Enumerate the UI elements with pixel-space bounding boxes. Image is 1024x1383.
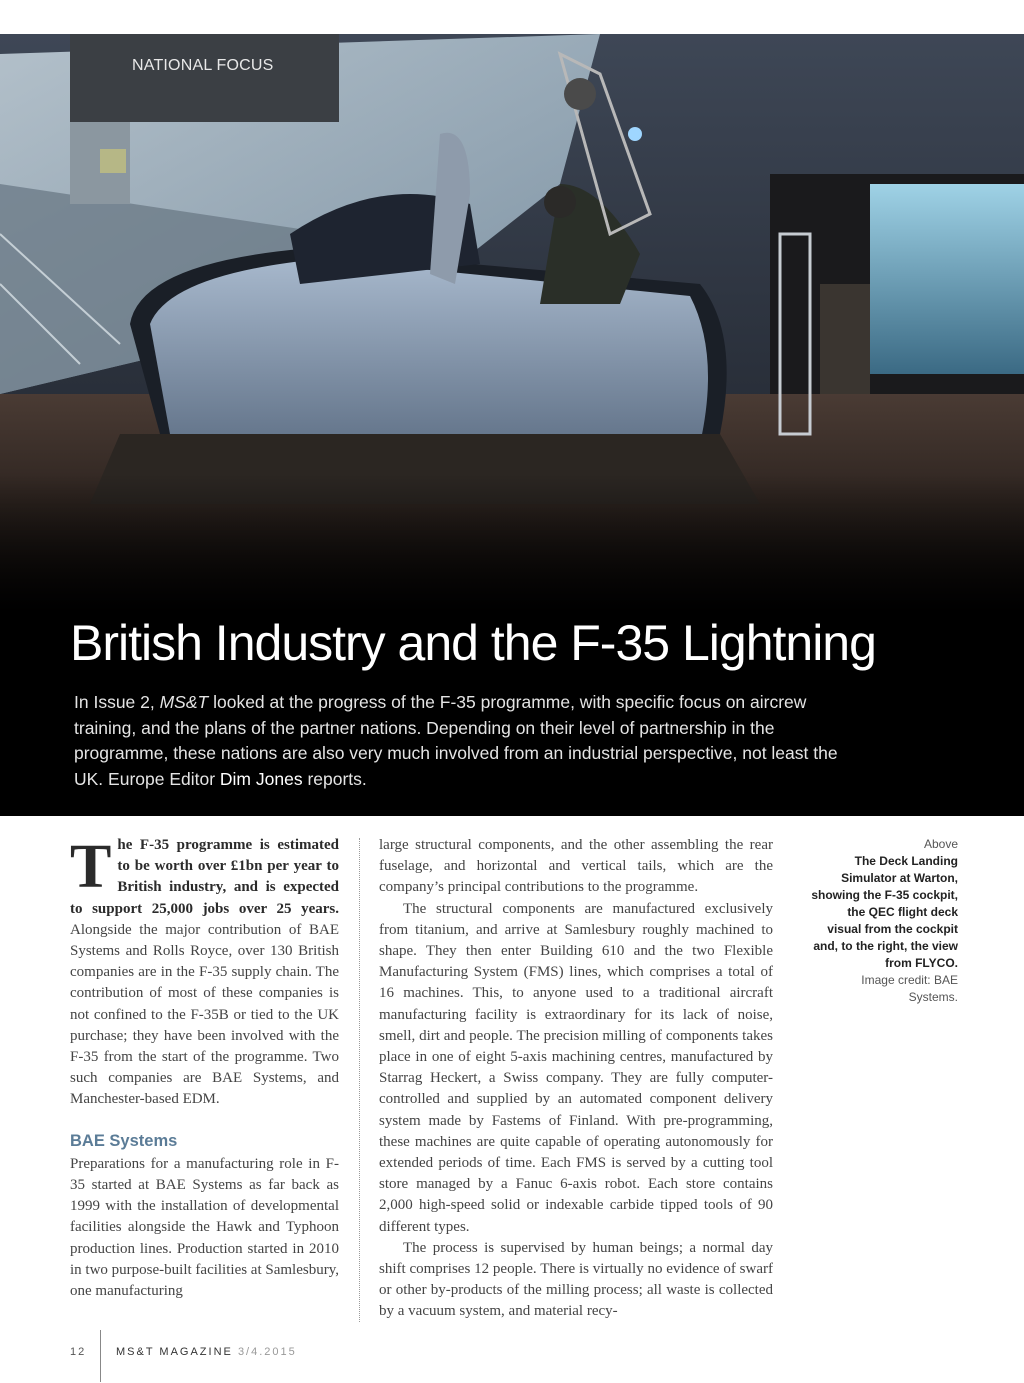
photo-caption <box>810 836 958 1006</box>
intro-author: Dim Jones <box>219 768 303 789</box>
paragraph-5: The process is supervised by human beings; a normal day shift comprises 12 people. There is virtually no evidence of swarf or other by-products of the milling process; all waste is collected by a vacuum system, and material recy- <box>379 1239 773 1320</box>
intro-publication: MS&T <box>159 692 209 712</box>
page-number: 12 <box>70 1346 87 1358</box>
article-title: British Industry and the F-35 Lightning <box>70 615 876 671</box>
section-label: NATIONAL FOCUS <box>132 57 274 74</box>
footer-divider <box>100 1330 101 1382</box>
intro-text-3: reports. <box>302 768 367 789</box>
paragraph-3: large structural components, and the other assembling the rear fuselage, and horizontal and vertical tails, which are the company’s principal contributions to the programme. <box>379 837 773 896</box>
drop-cap: T <box>70 833 112 901</box>
column-divider <box>359 838 360 1322</box>
caption-label: Above <box>923 837 958 851</box>
issue-number: 3/4.2015 <box>237 1346 297 1358</box>
paragraph-2: Preparations for a manufacturing role in F-35 started at BAE Systems as far back as 1999 with the installation of developmental facilities alongside the Hawk and Typhoon production lines. Production started in 2010 in two purpose-built facilities at Samlesbury, one manufacturing <box>70 1155 339 1300</box>
column-2 <box>379 835 773 1323</box>
intro-text-2: looked at the progress of the F-35 programme, with specific focus on aircrew training, and the plans of the partner nations. Depending on their level of partnership in the programme, these nations are also very much involved from an industrial perspective, not least the UK. Europe Editor <box>74 692 838 789</box>
lead-text: he F-35 programme is estimated to be worth over £1bn per year to British industry, and is expected to support 25,000 jobs over 25 years. <box>70 837 339 917</box>
paragraph-1-body: Alongside the major contribution of BAE Systems and Rolls Royce, over 130 British companies are in the F-35 supply chain. The contribution of most of these companies is not confined to the F-35B or tied to the UK purchase; they have been involved with the F-35 from the start of the programme. Two such companies are BAE Systems, and Manchester-based EDM. <box>70 921 339 1108</box>
intro-text-1: In Issue 2, <box>74 692 160 712</box>
section-tab <box>70 34 339 122</box>
photo-fade <box>0 474 1024 614</box>
paragraph-1 <box>70 835 339 1111</box>
paragraph-4: The structural components are manufactured exclusively from titanium, and arrive at Samlesbury roughly machined to shape. They then enter Building 610 and the two Flexible Manufacturing System (FMS) lines, which comprises a total of 16 machines. This, to anyone used to a traditional aircraft manufacturing facility is extraordinary for its lack of noise, smell, dirt and people. The precision milling of components takes place in one of eight 5-axis machining centres, manufactured by Starrag Heckert, a Swiss company. They are fully computer-controlled and supplied by an automated component delivery system made by Fastems of Finland. With pre-programming, these machines are quite capable of operating autonomously for extended periods of time. Each FMS is served by a cutting tool store managed by a Fanuc 6-axis robot. Each store contains 2,000 high-speed solid or indexable carbide tipped tools of 90 different types. <box>379 900 773 1235</box>
column-1 <box>70 835 339 1302</box>
subhead-bae-systems: BAE Systems <box>70 1131 178 1150</box>
caption-body: The Deck Landing Simulator at Warton, showing the F-35 cockpit, the QEC flight deck visual from the cockpit and, to the right, the view from FLYCO. <box>811 854 958 970</box>
article-intro <box>74 690 844 792</box>
caption-credit: Image credit: BAE Systems. <box>861 973 958 1004</box>
magazine-name <box>116 1346 297 1358</box>
page-footer <box>0 1330 1024 1380</box>
magazine-title: MS&T MAGAZINE <box>116 1346 233 1358</box>
hero-banner <box>0 34 1024 816</box>
